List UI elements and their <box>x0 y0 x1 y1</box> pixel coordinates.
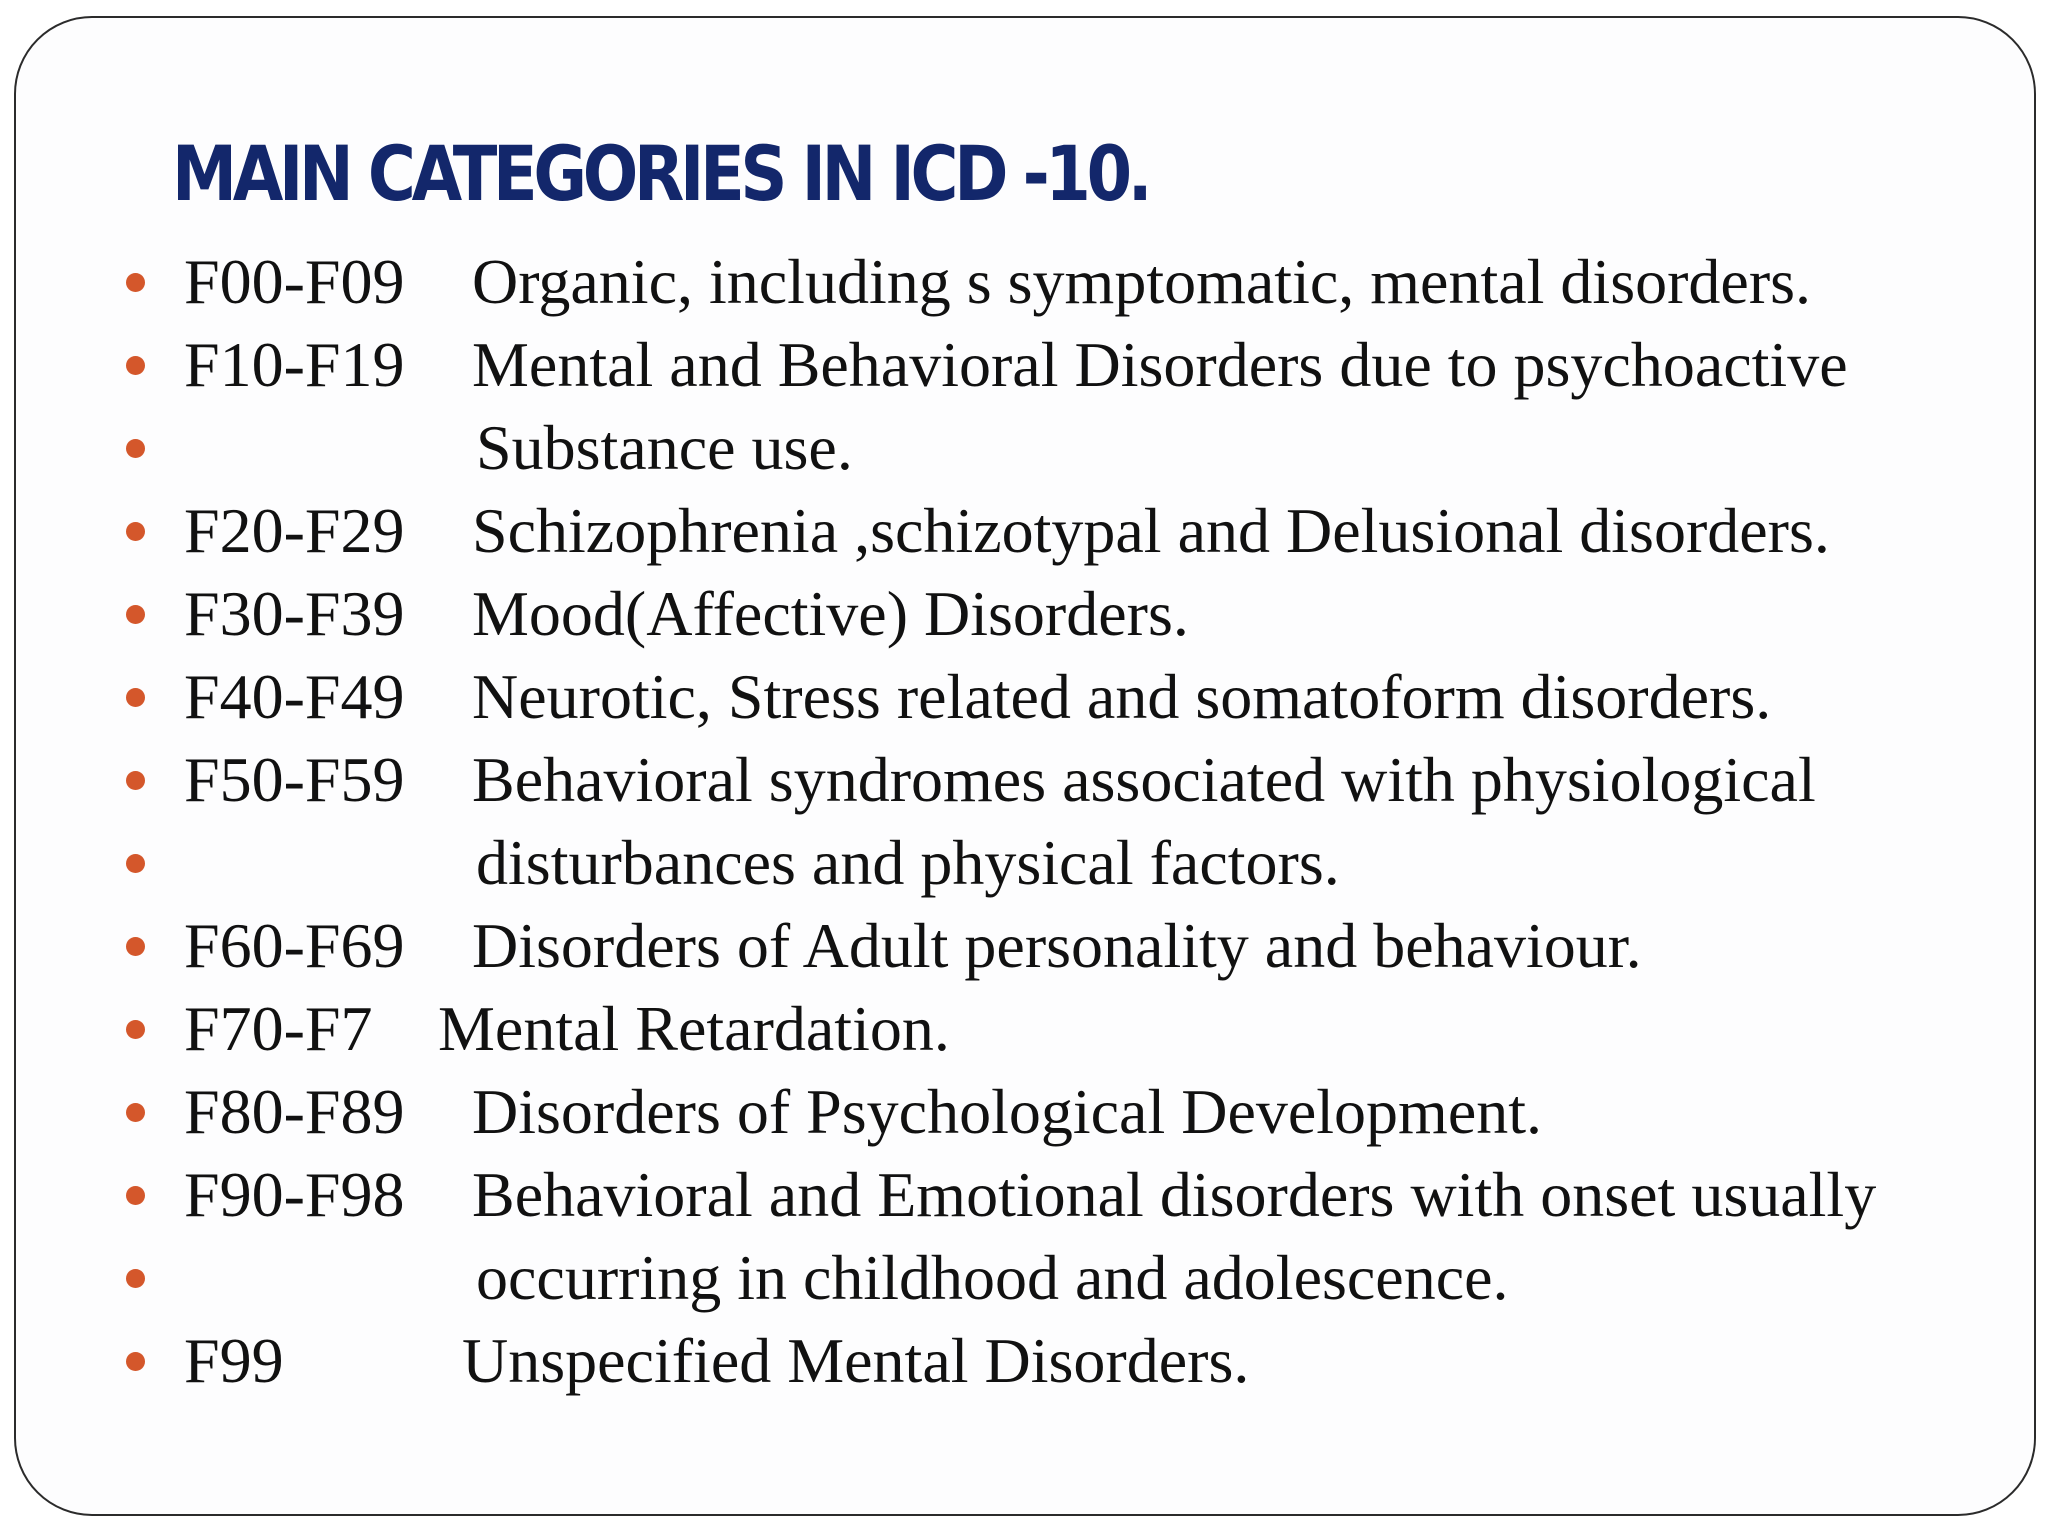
bullet-icon <box>126 605 145 624</box>
bullet-icon <box>126 522 145 541</box>
bullet-icon <box>126 1269 145 1288</box>
category-code: F80-F89 <box>184 1076 405 1147</box>
category-code: F40-F49 <box>184 661 405 732</box>
category-code: F00-F09 <box>184 246 405 317</box>
slide-title: MAIN CATEGORIES IN ICD -10. <box>172 129 1149 218</box>
category-description: Disorders of Adult personality and behaviour. <box>472 910 1642 981</box>
category-code: F60-F69 <box>184 910 405 981</box>
category-description: Mental and Behavioral Disorders due to psychoactive <box>472 329 1848 400</box>
bullet-icon <box>126 688 145 707</box>
category-code: F10-F19 <box>184 329 405 400</box>
bullet-icon <box>126 356 145 375</box>
bullet-icon <box>126 1020 145 1039</box>
category-description: occurring in childhood and adolescence. <box>476 1242 1509 1313</box>
category-description: Substance use. <box>476 412 853 483</box>
category-code: F90-F98 <box>184 1159 405 1230</box>
category-description: Mood(Affective) Disorders. <box>472 578 1189 649</box>
category-description: disturbances and physical factors. <box>476 827 1340 898</box>
category-description: Neurotic, Stress related and somatoform disorders. <box>472 661 1772 732</box>
bullet-icon <box>126 1103 145 1122</box>
category-description: Organic, including s symptomatic, mental disorders. <box>472 246 1812 317</box>
category-description: Mental Retardation. <box>438 993 950 1064</box>
category-description: Schizophrenia ,schizotypal and Delusional disorders. <box>472 495 1830 566</box>
bullet-icon <box>126 854 145 873</box>
category-code: F70-F7 <box>184 993 373 1064</box>
bullet-icon <box>126 439 145 458</box>
slide <box>14 16 2036 1516</box>
category-code: F50-F59 <box>184 744 405 815</box>
bullet-icon <box>126 1186 145 1205</box>
bullet-icon <box>126 771 145 790</box>
bullet-icon <box>126 273 145 292</box>
bullet-icon <box>126 1352 145 1371</box>
category-description: Behavioral and Emotional disorders with onset usually <box>472 1159 1877 1230</box>
category-code: F30-F39 <box>184 578 405 649</box>
category-code: F20-F29 <box>184 495 405 566</box>
category-description: Disorders of Psychological Development. <box>472 1076 1542 1147</box>
category-code: F99 <box>184 1325 284 1396</box>
category-description: Unspecified Mental Disorders. <box>462 1325 1250 1396</box>
bullet-icon <box>126 937 145 956</box>
category-description: Behavioral syndromes associated with physiological <box>472 744 1816 815</box>
